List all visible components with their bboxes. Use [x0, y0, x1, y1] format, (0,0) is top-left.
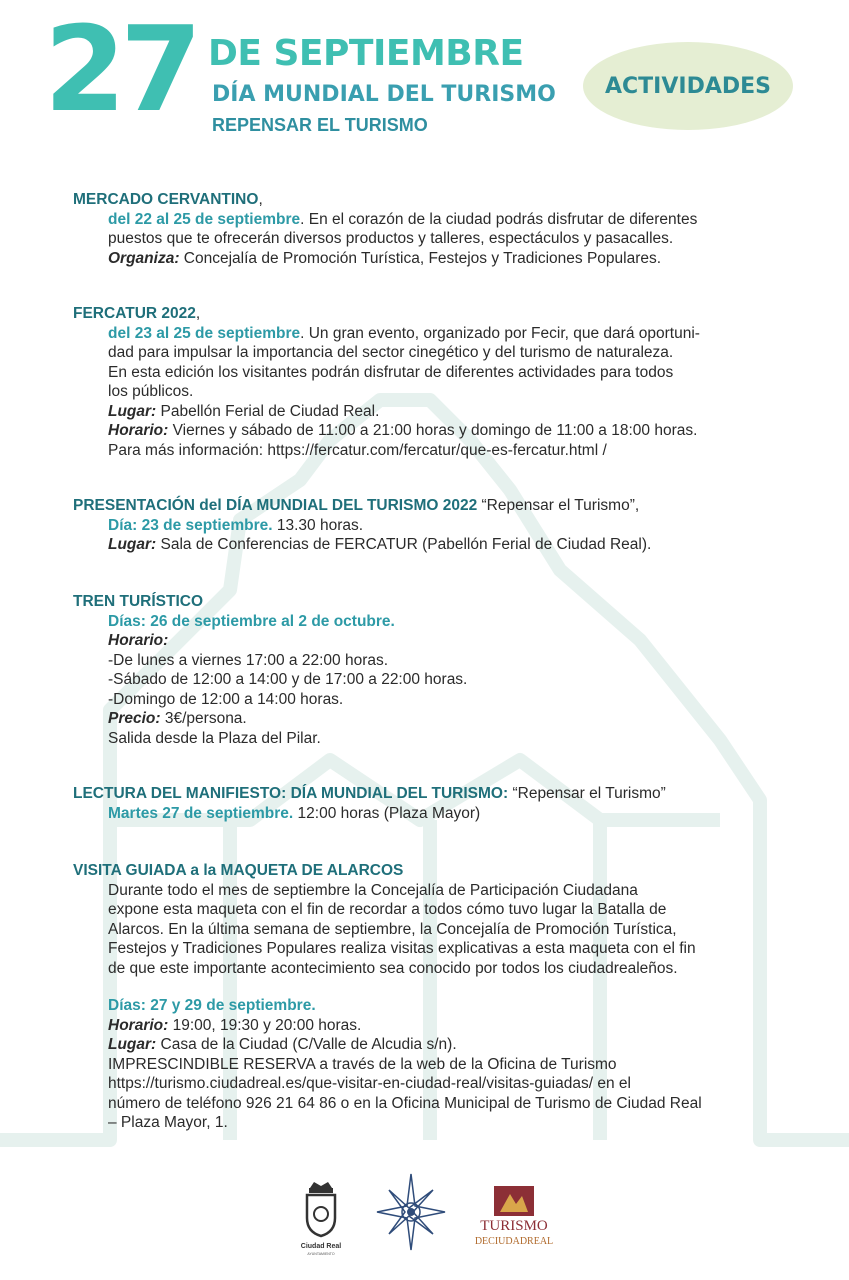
tourism-logo-title: TURISMO	[480, 1218, 548, 1234]
section-fercatur: FERCATUR 2022, del 23 al 25 de septiembre. Un gran evento, organizado por Fecir, que dará oportuni- dad para impulsar la importancia del sector cinegético y del turismo de naturaleza. En esta edición los visitantes podrán disfrutar de diferentes actividades para todos los públicos. Lugar: Pabellón Ferial de Ciudad Real. Horario: Viernes y sábado de 11:00 a 21:00 horas y domingo de 11:00 a 18:00 horas. Para más información: https://fercatur.com/fercatur/que-es-fercatur.html /	[73, 304, 793, 460]
section-mercado-cervantino: MERCADO CERVANTINO, del 22 al 25 de septiembre. En el corazón de la ciudad podrás disfrutar de diferentes puestos que te ofrecerán diversos productos y talleres, espectáculos y pasacalles. Organiza: Concejalía de Promoción Turística, Festejos y Tradiciones Populares.	[73, 190, 793, 268]
section-lectura-manifiesto: LECTURA DEL MANIFIESTO: DÍA MUNDIAL DEL TURISMO: “Repensar el Turismo” Martes 27 de septiembre. 12:00 horas (Plaza Mayor)	[73, 784, 793, 823]
fercatur-info-link[interactable]: Para más información: https://fercatur.com/fercatur/que-es-fercatur.html /	[108, 441, 607, 459]
footer-logos	[0, 1170, 849, 1270]
tourism-logo-subtitle: DECIUDADREAL	[474, 1236, 554, 1247]
compass-emblem-icon	[375, 1172, 447, 1252]
city-logo-name: Ciudad Real	[300, 1243, 342, 1250]
section-title: LECTURA DEL MANIFIESTO: DÍA MUNDIAL DEL TURISMO: “Repensar el Turismo”	[73, 785, 666, 802]
ciudad-real-crest-icon	[296, 1178, 346, 1258]
visitas-guiadas-link[interactable]: https://turismo.ciudadreal.es/que-visitar-en-ciudad-real/visitas-guiadas/ en el	[108, 1075, 631, 1092]
day-number: 27	[44, 0, 197, 138]
section-presentacion: PRESENTACIÓN del DÍA MUNDIAL DEL TURISMO 2022 “Repensar el Turismo”, Día: 23 de septiembre. 13.30 horas. Lugar: Sala de Conferencias de FERCATUR (Pabellón Ferial de Ciudad Real).	[73, 496, 793, 555]
section-title: TREN TURÍSTICO	[73, 593, 204, 610]
event-dates: del 23 al 25 de septiembre	[108, 324, 301, 342]
turismo-logo-icon	[470, 1184, 562, 1250]
activities-badge: ACTIVIDADES	[583, 42, 793, 130]
section-visita-guiada: VISITA GUIADA a la MAQUETA DE ALARCOS Durante todo el mes de septiembre la Concejalía de Participación Ciudadana expone esta maqueta con el fin de recordar a todos cómo tuvo lugar la Batalla de Alarcos. En la última semana de septiembre, la Concejalía de Promoción Turística, Festejos y Tradiciones Populares realiza visitas explicativas a esta maqueta con el fin de que este importante acontecimiento sea conocido por todos los ciudadrealeños. Días: 27 y 29 de septiembre. Horario: 19:00, 19:30 y 20:00 horas. Lugar: Casa de la Ciudad (C/Valle de Alcudia s/n). IMPRESCINDIBLE RESERVA a través de la web de la Oficina de Turismo https://turismo.ciudadreal.es/que-visitar-en-ciudad-real/visitas-guiadas/ en el número de teléfono 926 21 64 86 o en la Oficina Municipal de Turismo de Ciudad Real – Plaza Mayor, 1.	[73, 861, 793, 1133]
header	[0, 0, 849, 160]
section-title: PRESENTACIÓN del DÍA MUNDIAL DEL TURISMO 2022 “Repensar el Turismo”,	[73, 497, 640, 514]
event-subtitle: DÍA MUNDIAL DEL TURISMO	[212, 82, 556, 107]
event-dates: del 22 al 25 de septiembre	[108, 210, 301, 228]
section-title: VISITA GUIADA a la MAQUETA DE ALARCOS	[73, 862, 404, 879]
month-title: DE SEPTIEMBRE	[208, 33, 524, 74]
section-title: FERCATUR 2022,	[73, 305, 201, 322]
section-title: MERCADO CERVANTINO,	[73, 191, 263, 208]
section-tren-turistico: TREN TURÍSTICO Días: 26 de septiembre al 2 de octubre. Horario: -De lunes a viernes 17:00 a 22:00 horas. -Sábado de 12:00 a 14:00 y de 17:00 a 22:00 horas. -Domingo de 12:00 a 14:00 horas. Precio: 3€/persona. Salida desde la Plaza del Pilar.	[73, 592, 793, 748]
city-logo-sub: AYUNTAMIENTO	[307, 1252, 335, 1256]
event-tagline: REPENSAR EL TURISMO	[212, 115, 428, 135]
